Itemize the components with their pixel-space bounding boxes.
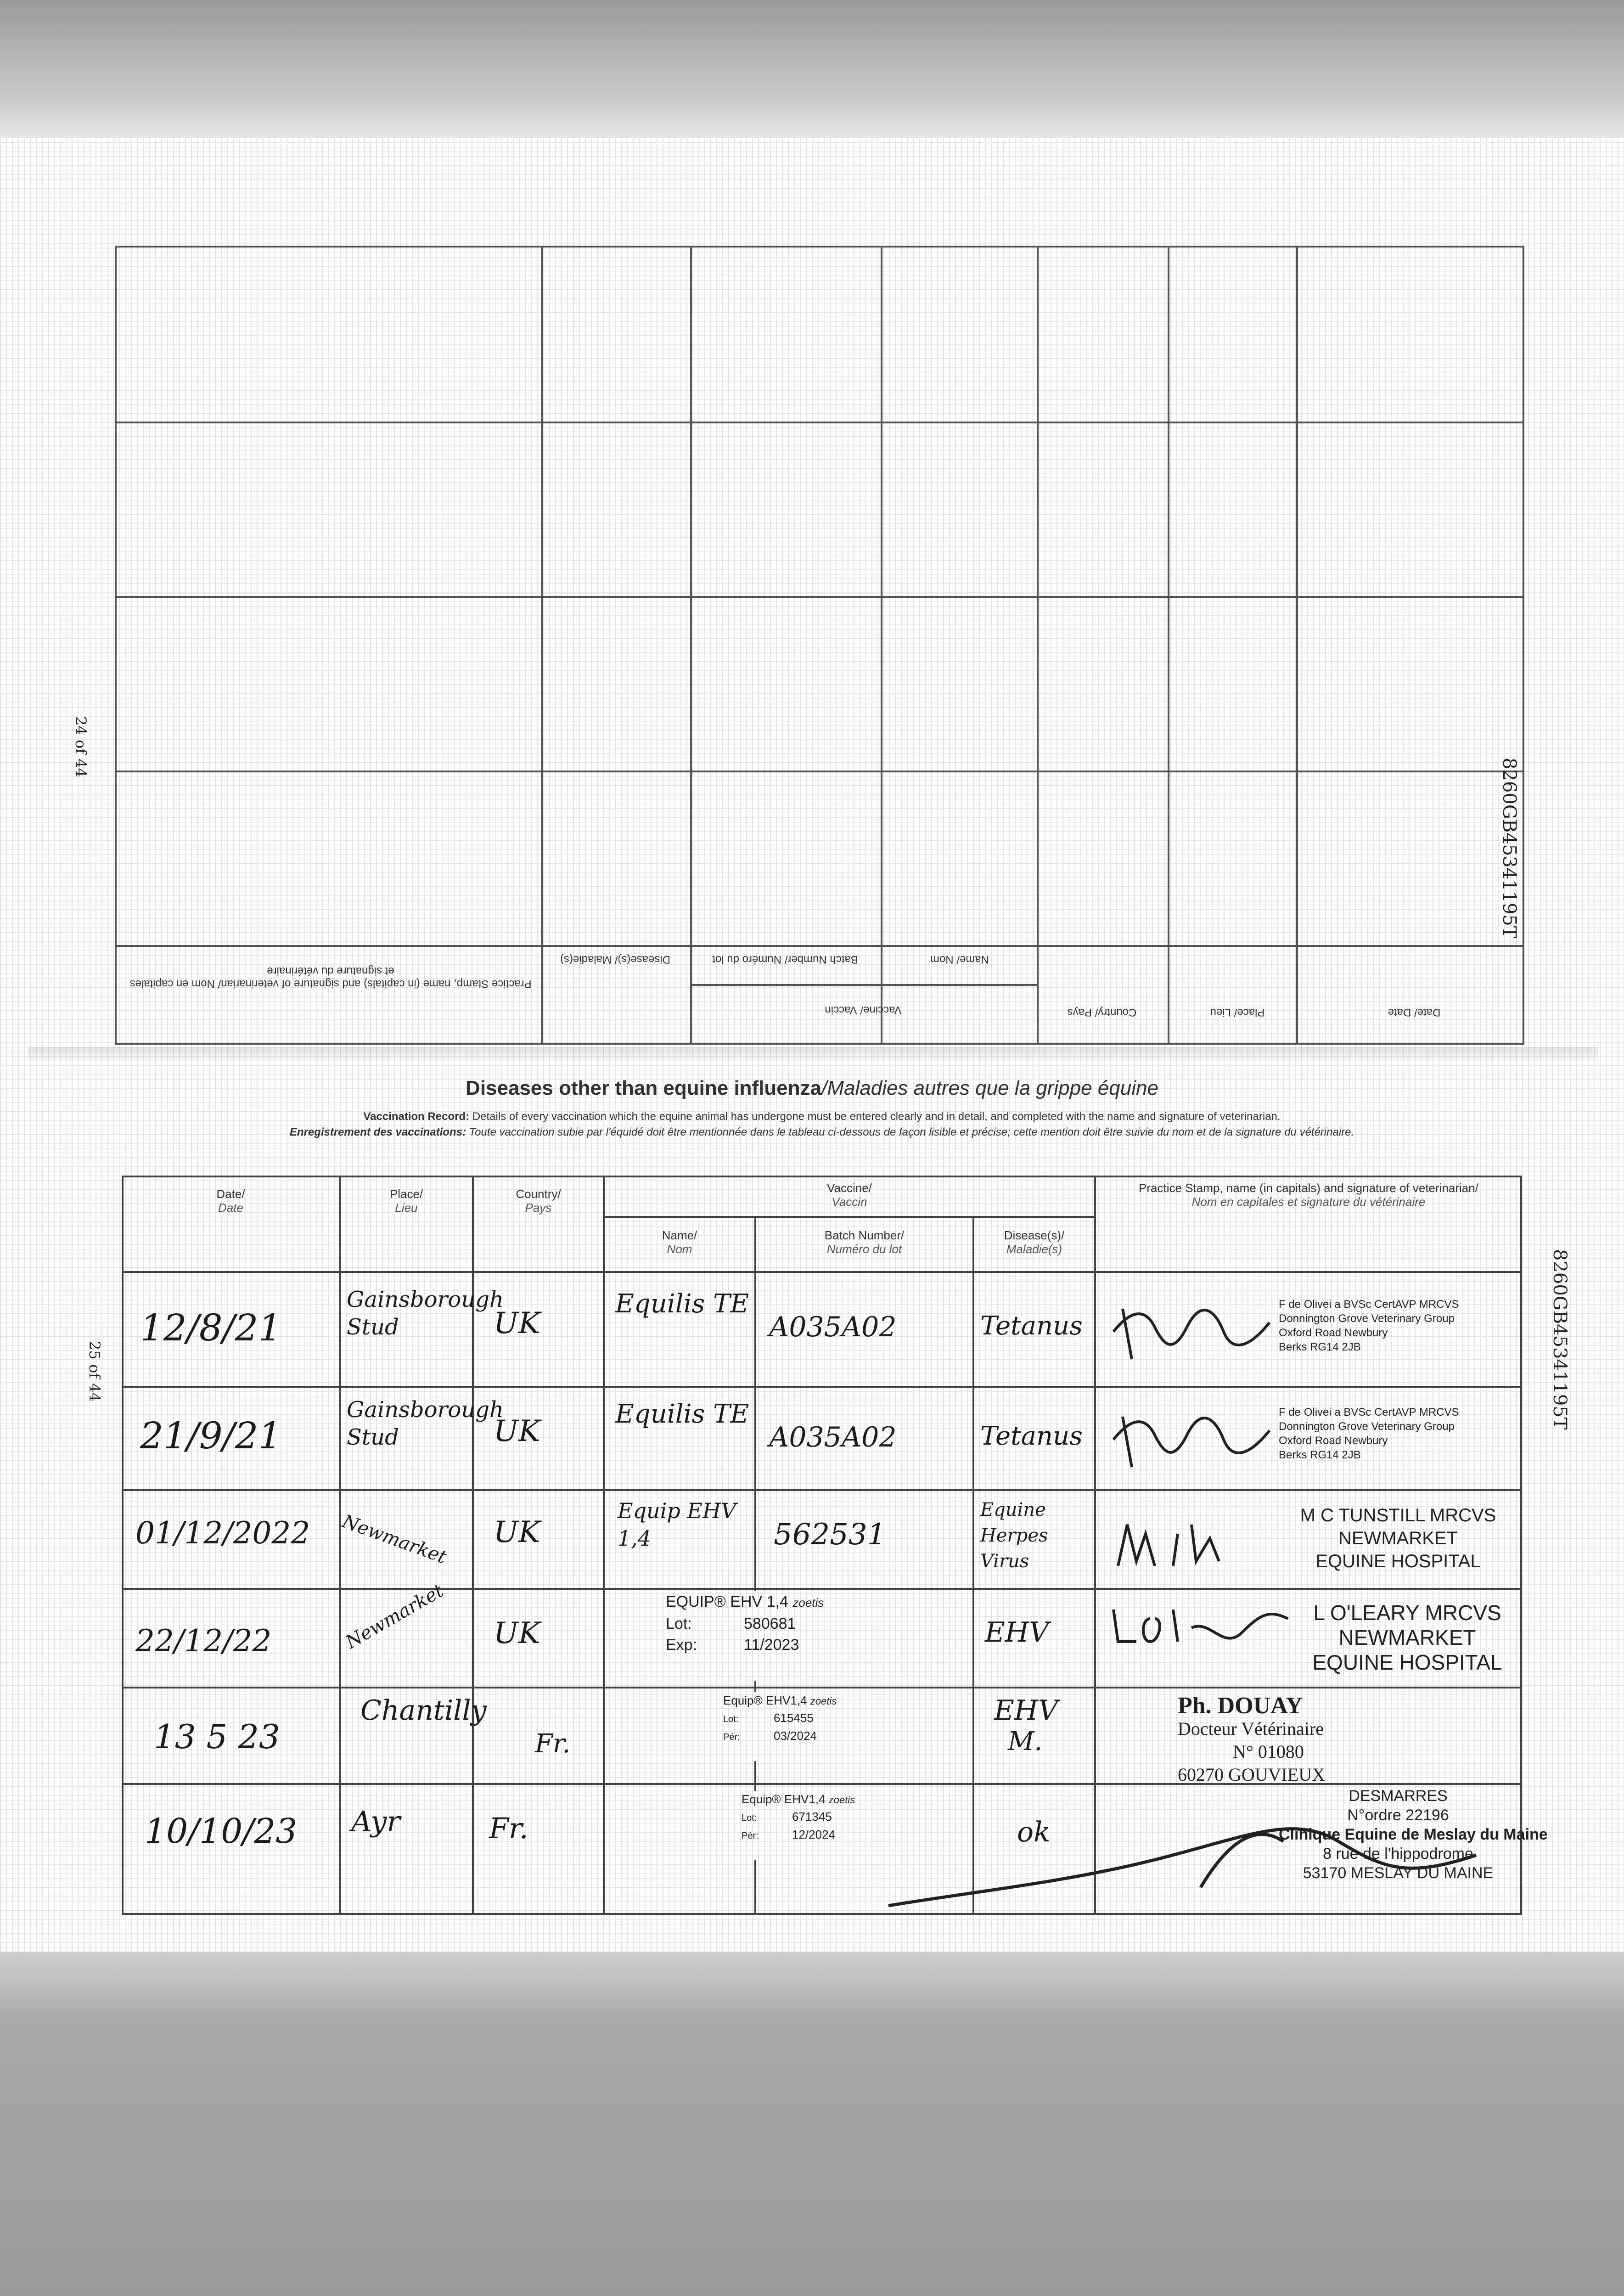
row2-stamp-line2: Donnington Grove Veterinary Group (1279, 1420, 1455, 1433)
row4-sticker-product: EQUIP® EHV 1,4 (666, 1593, 788, 1610)
header-name (604, 1228, 755, 1256)
header-vaccine-fr: Vaccin (832, 1195, 867, 1209)
row4-sticker-exp-label: Exp: (666, 1636, 697, 1654)
header-disease (973, 1228, 1095, 1256)
header-stamp-en: Practice Stamp, name (in capitals) and signature of veterinarian/ (1139, 1181, 1478, 1195)
row3-stamp-line2: NEWMARKET (1338, 1528, 1458, 1548)
page-number-upper: 24 of 44 (72, 716, 90, 777)
header-stamp (1102, 1181, 1515, 1209)
intro-text-fr: Toute vaccination subie par l'équidé doit être mentionnée dans le tableau ci-dessous de façon lisible et précise; cette mention doit être suivie du nom et de la signature du vétérinaire. (469, 1126, 1354, 1138)
intro-label-fr: Enregistrement des vaccinations: (289, 1126, 466, 1138)
upper-header-name: Name/ Nom (930, 953, 989, 966)
row6-sticker-lot-label: Lot: (742, 1813, 757, 1823)
row1-signature (1104, 1290, 1279, 1368)
row6-stamp-line3: Clinique Equine de Meslay du Maine (1279, 1826, 1548, 1843)
row2-stamp-line1: F de Olivei a BVSc CertAVP MRCVS (1279, 1406, 1459, 1418)
row3-disease: Equine Herpes Virus (980, 1499, 1048, 1572)
section-title-en: Diseases other than equine influenza (466, 1077, 822, 1099)
row4-stamp-line3: EQUINE HOSPITAL (1312, 1650, 1502, 1674)
header-batch (755, 1228, 973, 1256)
upper-grid-lines (115, 246, 1524, 1045)
row4-sticker-lot: 580681 (744, 1615, 796, 1632)
upper-header-stamp: Practice Stamp, name (in capitals) and signature of veterinarian/ Nom en capitales et signature du vétérinaire (129, 965, 532, 990)
row3-place: Newmarket (339, 1511, 450, 1568)
row6-vaccine-sticker (732, 1791, 888, 1860)
row2-stamp-line3: Oxford Road Newbury (1279, 1435, 1388, 1447)
row5-vaccine-sticker (714, 1692, 870, 1761)
row6-sticker-lot: 671345 (792, 1810, 832, 1823)
header-stamp-fr: Nom en capitales et signature du vétérinaire (1191, 1195, 1426, 1209)
section-title (0, 1077, 1624, 1100)
header-vaccine-en: Vaccine/ (827, 1181, 872, 1195)
row4-signature (1104, 1591, 1297, 1669)
row5-sticker-lot: 615455 (774, 1711, 814, 1725)
row4-stamp (1302, 1600, 1513, 1675)
row6-sticker-exp: 12/2024 (792, 1828, 835, 1841)
row1-stamp-line4: Berks RG14 2JB (1279, 1341, 1361, 1353)
header-date (122, 1187, 340, 1215)
row1-vaccine-name: Equilis TE (615, 1289, 749, 1319)
upper-header-date: Date/ Date (1388, 1006, 1441, 1019)
row6-stamp-line5: 53170 MESLAY DU MAINE (1303, 1864, 1494, 1882)
row4-stamp-line2: NEWMARKET (1338, 1626, 1476, 1649)
row1-stamp (1279, 1297, 1459, 1354)
row5-sticker-exp-label: Pér: (723, 1732, 740, 1742)
side-code-upper: 8260GB45341195T (1499, 758, 1520, 939)
header-name-fr: Nom (667, 1242, 692, 1256)
scanner-top-band (0, 0, 1624, 138)
row2-place: Gainsborough Stud (347, 1397, 504, 1450)
header-place (340, 1187, 473, 1215)
row2-disease: Tetanus (980, 1421, 1083, 1451)
row5-sticker-lot-label: Lot: (723, 1714, 739, 1724)
row3-country: UK (494, 1515, 540, 1549)
header-batch-fr: Numéro du lot (826, 1242, 902, 1256)
row6-country: Fr. (489, 1812, 528, 1845)
row4-stamp-line1: L O'LEARY MRCVS (1313, 1601, 1501, 1625)
row5-stamp-line2: Docteur Vétérinaire (1178, 1718, 1324, 1739)
row2-stamp-line4: Berks RG14 2JB (1279, 1449, 1361, 1461)
row1-stamp-line2: Donnington Grove Veterinary Group (1279, 1312, 1455, 1325)
vaccination-intro (119, 1109, 1524, 1140)
row6-place: Ayr (351, 1805, 400, 1838)
page-fold (28, 1047, 1598, 1061)
row6-stamp-line1: DESMARRES (1349, 1787, 1448, 1805)
header-date-fr: Date (218, 1201, 243, 1215)
row2-date: 21/9/21 (140, 1414, 282, 1457)
row1-stamp-line1: F de Olivei a BVSc CertAVP MRCVS (1279, 1298, 1459, 1311)
row4-disease: EHV (985, 1616, 1049, 1649)
upper-header-country: Country/ Pays (1067, 1006, 1137, 1019)
row5-disease-note: M. (1008, 1727, 1043, 1756)
header-disease-en: Disease(s)/ (1004, 1228, 1065, 1242)
row3-stamp (1283, 1504, 1513, 1573)
header-date-en: Date/ (216, 1187, 245, 1201)
row6-disease: ok (1017, 1816, 1051, 1848)
row5-sticker-brand: zoetis (810, 1695, 837, 1707)
header-name-en: Name/ (662, 1228, 697, 1242)
row1-disease: Tetanus (980, 1311, 1083, 1341)
page-number-lower: 25 of 44 (86, 1341, 103, 1402)
row1-place: Gainsborough Stud (347, 1287, 504, 1340)
upper-header-vaccine: Vaccine/ Vaccin (825, 1004, 902, 1016)
row4-sticker-exp: 11/2023 (744, 1636, 799, 1654)
row5-sticker-exp: 03/2024 (774, 1729, 817, 1743)
upper-header-disease: Disease(s)/ Maladie(s) (560, 953, 671, 966)
row6-stamp-line4: 8 rue de l'hippodrome (1323, 1845, 1473, 1863)
row2-signature (1104, 1398, 1279, 1476)
row1-country: UK (494, 1306, 540, 1340)
row5-sticker-product: Equip® EHV1,4 (723, 1694, 807, 1707)
row5-country: Fr. (535, 1729, 571, 1759)
row6-signature (879, 1786, 1499, 1919)
intro-label: Vaccination Record: (363, 1110, 470, 1123)
row3-date: 01/12/2022 (135, 1515, 310, 1551)
row6-sticker-product: Equip® EHV1,4 (742, 1792, 826, 1806)
row6-sticker-brand: zoetis (828, 1794, 855, 1806)
row2-vaccine-name: Equilis TE (615, 1399, 749, 1429)
row4-date: 22/12/22 (135, 1623, 272, 1659)
row4-place: Newmarket (342, 1580, 447, 1653)
header-country-fr: Pays (525, 1201, 552, 1215)
row2-batch: A035A02 (769, 1421, 897, 1453)
row5-disease: EHV (994, 1694, 1058, 1727)
row3-stamp-line1: M C TUNSTILL MRCVS (1300, 1505, 1496, 1525)
intro-text-en: Details of every vaccination which the equine animal has undergone must be entered clearly and in detail, and completed with the name and signature of veterinarian. (472, 1110, 1281, 1123)
header-disease-fr: Maladie(s) (1006, 1242, 1062, 1256)
row6-stamp-line2: N°ordre 22196 (1347, 1806, 1449, 1824)
row4-vaccine-sticker (657, 1591, 923, 1681)
row3-stamp-line3: EQUINE HOSPITAL (1315, 1551, 1481, 1571)
header-batch-en: Batch Number/ (824, 1228, 905, 1242)
row6-sticker-exp-label: Pér: (742, 1831, 759, 1841)
row4-country: UK (494, 1616, 540, 1650)
header-place-en: Place/ (389, 1187, 423, 1201)
row5-stamp-line4: 60270 GOUVIEUX (1178, 1764, 1326, 1785)
upper-header-place: Place/ Lieu (1210, 1006, 1265, 1019)
row4-sticker-lot-label: Lot: (666, 1615, 692, 1632)
header-country-en: Country/ (516, 1187, 561, 1201)
row5-date: 13 5 23 (154, 1717, 280, 1756)
scanner-bottom-band (0, 1952, 1624, 2296)
header-place-fr: Lieu (395, 1201, 418, 1215)
row2-stamp (1279, 1405, 1459, 1462)
row3-vaccine-name: Equip EHV 1,4 (618, 1498, 736, 1551)
upper-header-batch: Batch Number/ Numéro du lot (712, 953, 858, 966)
upper-page-table (115, 246, 1524, 1045)
row6-date: 10/10/23 (145, 1812, 298, 1851)
row1-date: 12/8/21 (140, 1306, 282, 1349)
row5-stamp-line1: Ph. DOUAY (1178, 1693, 1303, 1719)
row4-sticker-brand: zoetis (792, 1596, 824, 1609)
row1-batch: A035A02 (769, 1311, 897, 1343)
row5-stamp (1178, 1694, 1325, 1786)
side-code-lower: 8260GB45341195T (1549, 1249, 1570, 1430)
row1-stamp-line3: Oxford Road Newbury (1279, 1327, 1388, 1339)
header-vaccine (604, 1181, 1095, 1209)
row3-batch: 562531 (774, 1518, 886, 1552)
row5-place: Chantilly (360, 1694, 487, 1727)
row5-stamp-line3: N° 01080 (1233, 1741, 1304, 1762)
section-title-fr: /Maladies autres que la grippe équine (821, 1077, 1158, 1099)
row2-country: UK (494, 1414, 540, 1448)
row3-signature (1104, 1497, 1260, 1580)
header-country (473, 1187, 604, 1215)
